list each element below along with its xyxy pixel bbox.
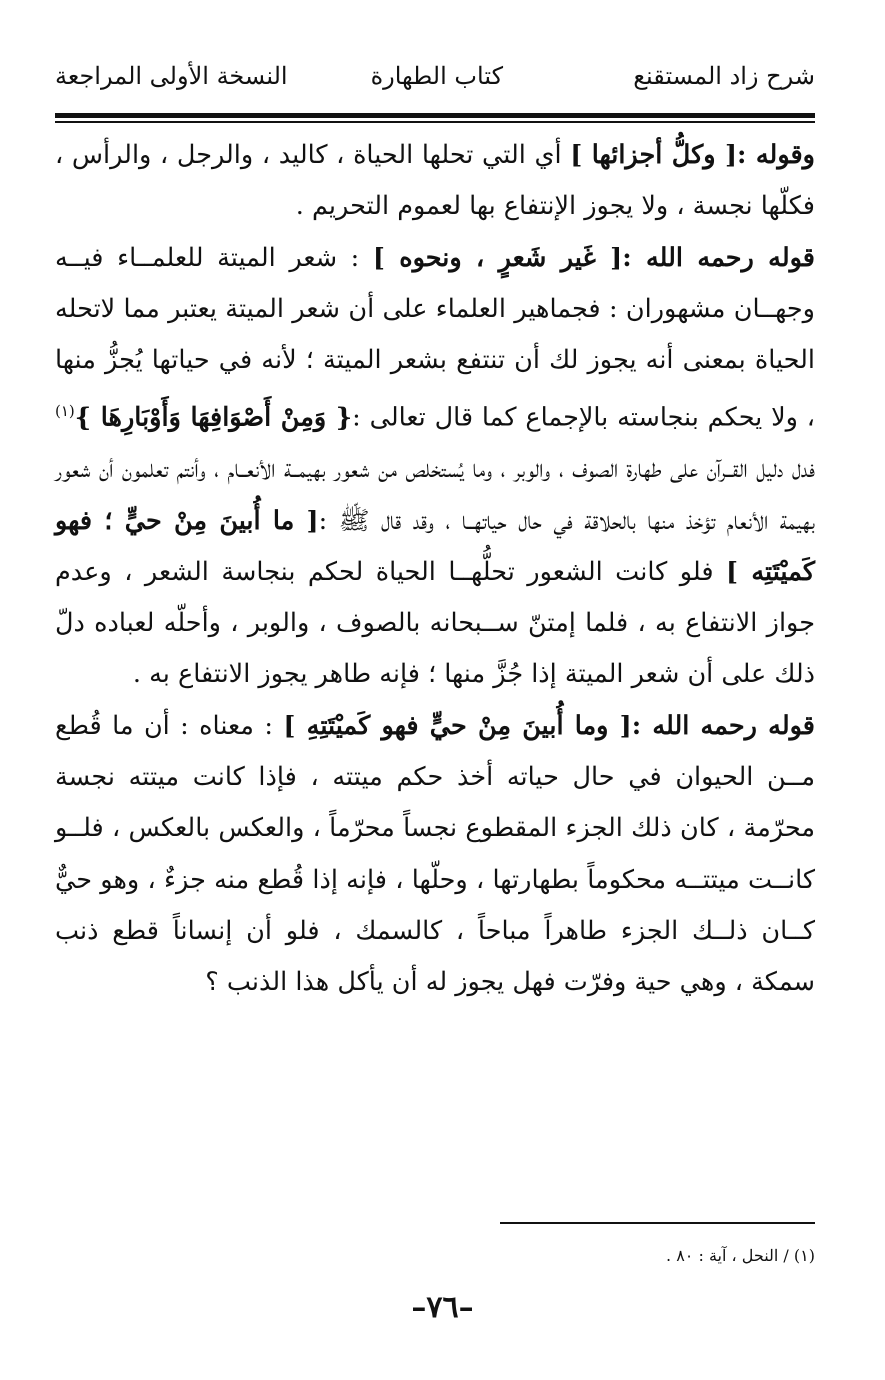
header-rule-thin: [55, 121, 815, 123]
paragraph-1-lead: وقوله :[ وكلُّ أجزائها ]: [570, 140, 815, 170]
paragraph-3-text: : معناه : أن ما قُطع مــن الحيوان في حال حياته أخذ حكم ميتته ، فإذا كانت ميتته نجسة محرّمة ، كان ذلك الجزء المقطوع نجساً محرّماً ، والعكس بالعكس ، فلــو كانــت ميتتــه محكوماً بطهارتها ، وحلّها ، فإنه إذا قُطع منه جزءٌ ، وهو حيٌّ كــان ذلــك الجزء طاهراً مباحاً ، كالسمك ، فلو أن إنساناً قطع ذنب سمكة ، وهي حية وفرّت فهل يجوز له أن يأكل هذا الذنب ؟: [55, 710, 815, 998]
paragraph-2-text-b: فدل دليل القــرآن على طهارة الصوف ، والوبر ، وما يُستخلص من شعور بهيمــة الأنعــام ، وأنتم تعلمون أن شعور بهيمة الأنعام تؤخذ منها بالحلاقة في حال حياتهــا ، وقد قال ﷺ :: [55, 454, 816, 536]
header-rule-thick: [55, 113, 815, 118]
page-header: [55, 62, 815, 102]
edition-note: النسخة الأولى المراجعة: [55, 62, 288, 90]
quran-verse: { وَمِنْ أَصْوَافِهَا وَأَوْبَارِهَا }: [74, 402, 353, 433]
paragraph-2-text-c: فلو كانت الشعور تحلُّهــا الحياة لحكم بنجاسة الشعر ، وعدم جواز الانتفاع به ، فلما إمتنّ ســبحانه بالصوف ، والوبر ، وأحلّه لعباده دلّ ذلك على أن شعر الميتة إذا جُزَّ منها ؛ فإنه طاهر يجوز الانتفاع به .: [55, 556, 815, 690]
page-number: –٧٦–: [411, 1290, 474, 1325]
footnote-ref[interactable]: (١): [55, 402, 75, 421]
main-text: [55, 130, 815, 1009]
paragraph-2: [55, 233, 815, 701]
paragraph-3: [55, 701, 815, 1009]
chapter-title: كتاب الطهارة: [370, 62, 503, 90]
paragraph-2-text-a: : شعر الميتة للعلمــاء فيــه وجهــان مشهوران : فجماهير العلماء على أن شعر الميتة يعتبر مما لاتحله الحياة بمعنى أنه يجوز لك أن تنتفع بشعر الميتة ؛ لأنه في حياتها يُجزُّ منها ، ولا يحكم بنجاسته بالإجماع كما قال تعالى :: [55, 242, 815, 433]
hadith-quote: [ ما أُبينَ مِنْ حيٍّ ؛ فهو كَميْتَتِه ]: [55, 505, 815, 587]
paragraph-1: [55, 130, 815, 233]
paragraph-1-text: أي التي تحلها الحياة ، كاليد ، والرجل ، والرأس ، فكلّها نجسة ، ولا يجوز الإنتفاع بها لعموم التحريم .: [55, 140, 815, 222]
book-title: شرح زاد المستقنع: [633, 62, 815, 90]
footnote-rule: [500, 1222, 815, 1224]
paragraph-2-lead: قوله رحمه الله :[ غَير شَعرٍ ، ونحوه ]: [372, 242, 815, 273]
footnote: (١) / النحل ، آية : ٨٠ .: [666, 1246, 815, 1265]
paragraph-3-lead: قوله رحمه الله :[ وما أُبينَ مِنْ حيٍّ فهو كَميْتَتِهِ ]: [283, 710, 815, 741]
